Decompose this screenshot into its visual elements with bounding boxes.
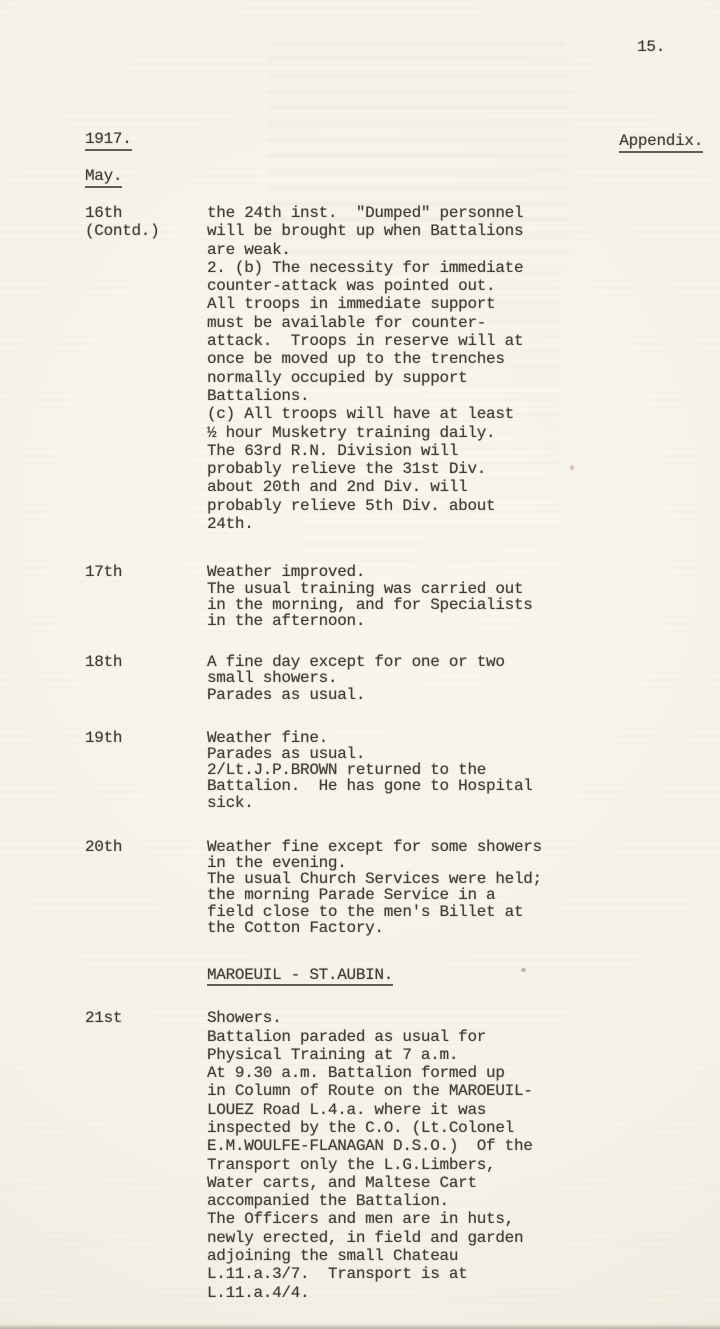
appendix-label: Appendix.	[619, 132, 703, 153]
entry-text-line: Weather fine except for some showers	[207, 837, 542, 856]
entry-text-line: Weather fine.	[207, 728, 328, 747]
entry-day-label: 21st	[85, 1009, 123, 1028]
entry-text-line: The 63rd R.N. Division will	[207, 441, 459, 460]
entry-text-line: sick.	[207, 793, 254, 812]
entry-text-line: L.11.a.3/7. Transport is at	[207, 1265, 468, 1284]
year-heading: 1917.	[85, 130, 132, 151]
entry-text-line: LOUEZ Road L.4.a. where it was	[207, 1100, 487, 1119]
month-heading: May.	[85, 167, 122, 188]
entry-text-line: Water carts, and Maltese Cart	[207, 1173, 477, 1192]
entry-day-column	[85, 654, 207, 670]
paper-speck	[570, 465, 574, 470]
entry-text-line: probably relieve 5th Div. about	[207, 496, 496, 515]
entry-text-line: in the morning, and for Specialists	[207, 595, 533, 614]
section-heading-block	[85, 966, 706, 986]
entry-day-column	[85, 564, 207, 580]
entry-text-line: Battalion. He has gone to Hospital	[207, 777, 533, 796]
entry-text	[207, 839, 706, 936]
diary-entry-16th	[85, 204, 706, 533]
entry-text	[207, 730, 706, 811]
entry-text-line: Transport only the L.G.Limbers,	[207, 1155, 496, 1174]
entry-day-label: 20th	[85, 837, 123, 856]
entry-text-line: The Officers and men are in huts,	[207, 1210, 514, 1229]
diary-entry-17th	[85, 564, 706, 629]
entry-text-line: The usual training was carried out	[207, 579, 524, 598]
entry-day-column	[85, 839, 207, 855]
entry-text	[207, 654, 706, 703]
entry-text-line: once be moved up to the trenches	[207, 350, 505, 369]
entry-text-line: adjoining the small Chateau	[207, 1247, 459, 1266]
entry-text-line: Battalion paraded as usual for	[207, 1027, 487, 1046]
entry-text-line: 2. (b) The necessity for immediate	[207, 258, 524, 277]
paper-speck	[521, 968, 526, 972]
entry-text-line: probably relieve the 31st Div.	[207, 460, 487, 479]
entry-text-line: attack. Troops in reserve will at	[207, 332, 524, 351]
entry-text-line: Parades as usual.	[207, 744, 366, 763]
entry-day-column	[85, 204, 207, 241]
entry-text-line: newly erected, in field and garden	[207, 1228, 524, 1247]
entry-text-line: the 24th inst. "Dumped" personnel	[207, 204, 524, 222]
entry-day-column	[85, 730, 207, 746]
diary-blocks	[85, 204, 706, 1302]
entry-text-line: field close to the men's Billet at	[207, 902, 524, 921]
entry-text-line: Physical Training at 7 a.m.	[207, 1045, 459, 1064]
entry-text-line: L.11.a.4/4.	[207, 1283, 310, 1302]
entry-text-line: inspected by the C.O. (Lt.Colonel	[207, 1118, 514, 1137]
entry-day-column	[85, 1009, 207, 1027]
entry-text-line: The usual Church Services were held;	[207, 870, 542, 889]
entry-text-line: Weather improved.	[207, 563, 366, 582]
entry-day-label: 19th	[85, 728, 123, 747]
entry-text-line: the morning Parade Service in a	[207, 886, 496, 905]
entry-text-line: are weak.	[207, 240, 291, 259]
entry-text-line: in the evening.	[207, 853, 347, 872]
entry-text-line: 2/Lt.J.P.BROWN returned to the	[207, 761, 487, 780]
entry-text-line: normally occupied by support	[207, 368, 468, 387]
entry-text-line: (c) All troops will have at least	[207, 405, 514, 424]
entry-text-line: 24th.	[207, 515, 254, 534]
entry-text-line: must be available for counter-	[207, 313, 487, 332]
entry-text-line: counter-attack was pointed out.	[207, 277, 496, 296]
diary-entry-20th	[85, 839, 706, 936]
entry-text-line: accompanied the Battalion.	[207, 1192, 449, 1211]
entry-text-line: Battalions.	[207, 386, 310, 405]
entry-text-line: E.M.WOULFE-FLANAGAN D.S.O.) Of the	[207, 1137, 533, 1156]
entry-text-line: All troops in immediate support	[207, 295, 496, 314]
entry-text-line: will be brought up when Battalions	[207, 222, 524, 241]
entry-text-line: A fine day except for one or two	[207, 653, 505, 672]
entry-text-line: in Column of Route on the MAROEUIL-	[207, 1082, 533, 1101]
entry-text-line: about 20th and 2nd Div. will	[207, 478, 468, 497]
bottom-edge-shadow	[0, 1324, 720, 1329]
entry-text	[207, 564, 706, 629]
entry-text-line: ½ hour Musketry training daily.	[207, 423, 496, 442]
entry-text	[207, 204, 706, 533]
entry-contd-label: (Contd.)	[85, 222, 160, 241]
entry-text	[207, 1009, 706, 1302]
entry-text-line: in the afternoon.	[207, 611, 366, 630]
entry-text-line: small showers.	[207, 669, 338, 688]
entry-day-label: 16th	[85, 204, 123, 222]
entry-text-line: the Cotton Factory.	[207, 918, 384, 937]
entry-text-line: At 9.30 a.m. Battalion formed up	[207, 1064, 505, 1083]
section-heading: MAROEUIL - ST.AUBIN.	[207, 967, 393, 986]
page-number: 15.	[637, 38, 665, 56]
diary-entry-18th	[85, 654, 706, 703]
entry-text-line: Parades as usual.	[207, 685, 366, 704]
diary-entry-19th	[85, 730, 706, 811]
diary-entry-21st	[85, 1009, 706, 1302]
entry-day-label: 17th	[85, 563, 123, 582]
entry-text-line: Showers.	[207, 1009, 282, 1028]
entry-day-label: 18th	[85, 653, 123, 672]
